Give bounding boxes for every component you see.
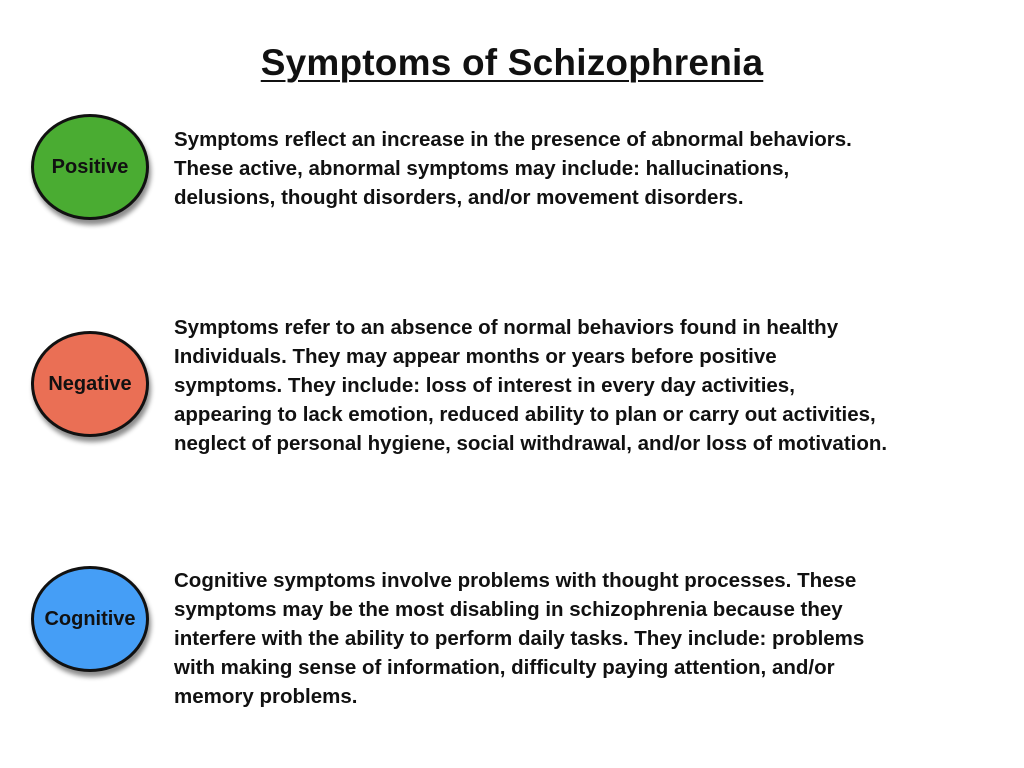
description-line: These active, abnormal symptoms may include: hallucinations, <box>174 157 790 180</box>
description-line: Individuals. They may appear months or years before positive <box>174 345 777 368</box>
description-line: Symptoms refer to an absence of normal behaviors found in healthy <box>174 316 839 339</box>
cognitive-description <box>174 566 864 711</box>
negative-circle <box>31 331 149 437</box>
description-line: symptoms. They include: loss of interest in every day activities, <box>174 374 795 397</box>
description-line: symptoms may be the most disabling in schizophrenia because they <box>174 598 843 621</box>
description-line: delusions, thought disorders, and/or movement disorders. <box>174 186 744 209</box>
negative-label: Negative <box>48 372 132 395</box>
negative-description <box>174 313 887 458</box>
positive-circle <box>31 114 149 220</box>
description-line: interfere with the ability to perform daily tasks. They include: problems <box>174 627 865 650</box>
page-title: Symptoms of Schizophrenia <box>260 42 764 83</box>
positive-label: Positive <box>51 155 129 178</box>
description-line: neglect of personal hygiene, social withdrawal, and/or loss of motivation. <box>174 432 888 455</box>
description-line: with making sense of information, difficulty paying attention, and/or <box>174 656 835 679</box>
positive-description <box>174 125 852 212</box>
description-line: Symptoms reflect an increase in the presence of abnormal behaviors. <box>174 128 852 151</box>
description-line: memory problems. <box>174 685 358 708</box>
cognitive-label: Cognitive <box>44 607 136 630</box>
description-line: appearing to lack emotion, reduced ability to plan or carry out activities, <box>174 403 876 426</box>
description-line: Cognitive symptoms involve problems with thought processes. These <box>174 569 857 592</box>
cognitive-circle <box>31 566 149 672</box>
